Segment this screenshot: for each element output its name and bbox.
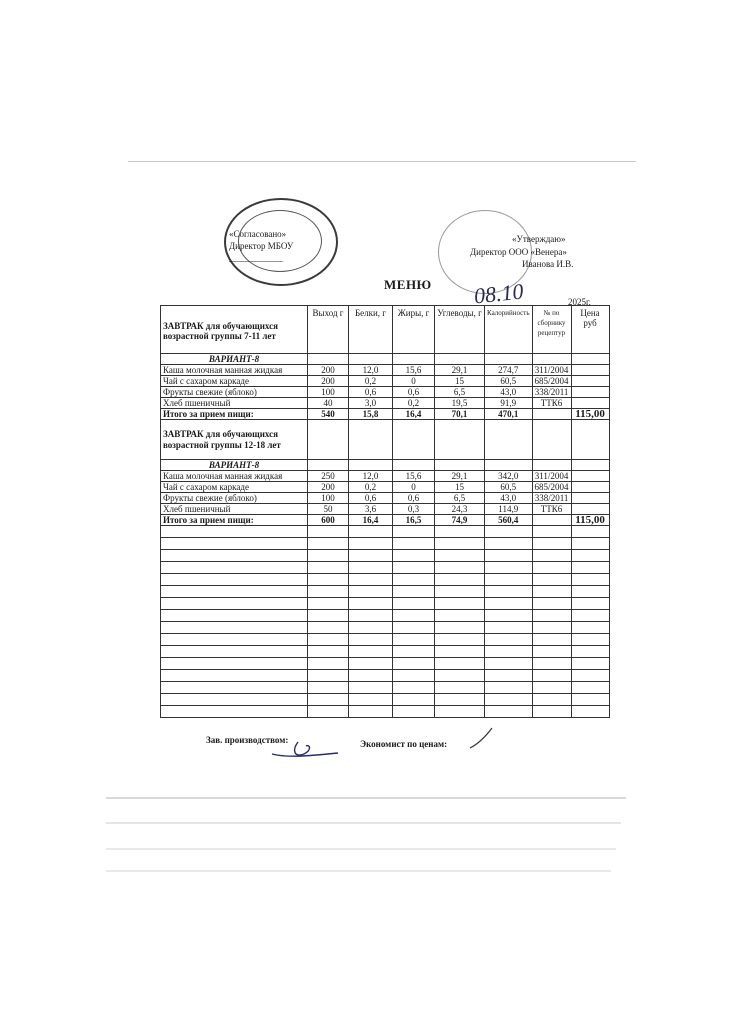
economist-signature	[466, 726, 496, 752]
dish-kcal: 60,5	[485, 376, 533, 387]
dish-name: Чай с сахаром каркаде	[161, 482, 308, 493]
scan-noise	[106, 848, 616, 850]
dish-protein: 0,6	[349, 387, 393, 398]
header-fat: Жиры, г	[393, 306, 435, 354]
header-row	[161, 306, 610, 354]
dish-carbs: 19,5	[435, 398, 485, 409]
dish-carbs: 6,5	[435, 493, 485, 504]
header-calories: Калорийность	[485, 306, 533, 354]
production-manager-label: Зав. производством:	[206, 735, 289, 745]
group2-heading: ЗАВТРАК для обучающихся возрастной группы 12-18 лет	[161, 420, 308, 460]
variant-row-2	[161, 460, 610, 471]
dish-fat: 15,6	[393, 471, 435, 482]
total-output: 540	[308, 409, 349, 420]
dish-kcal: 60,5	[485, 482, 533, 493]
dish-output: 40	[308, 398, 349, 409]
dish-name: Фрукты свежие (яблоко)	[161, 387, 308, 398]
table-row	[161, 376, 610, 387]
scan-edge-line	[128, 161, 636, 162]
dish-output: 100	[308, 493, 349, 504]
total-carbs: 70,1	[435, 409, 485, 420]
dish-carbs: 15	[435, 482, 485, 493]
table-row	[161, 398, 610, 409]
handwritten-date: 08.10	[472, 278, 525, 309]
dish-name: Фрукты свежие (яблоко)	[161, 493, 308, 504]
production-signature	[268, 736, 348, 762]
blank-rows	[161, 526, 610, 718]
total-protein: 16,4	[349, 515, 393, 526]
total-fat: 16,4	[393, 409, 435, 420]
total-price: 115,00	[571, 515, 609, 526]
dish-name: Хлеб пшеничный	[161, 504, 308, 515]
header-output: Выход г	[308, 306, 349, 354]
total-fat: 16,5	[393, 515, 435, 526]
dish-kcal: 114,9	[485, 504, 533, 515]
dish-recipe: 338/2011	[532, 387, 571, 398]
group2-heading-row	[161, 420, 610, 460]
total-carbs: 74,9	[435, 515, 485, 526]
menu-table	[160, 305, 610, 718]
year-label: 2025г.	[568, 297, 591, 307]
dish-protein: 0,6	[349, 493, 393, 504]
agreed-line1: «Согласовано»	[229, 229, 287, 239]
dish-name: Хлеб пшеничный	[161, 398, 308, 409]
approved-line3: Иванова И.В.	[522, 259, 574, 269]
agreed-line3: ____________	[229, 253, 283, 263]
header-price: Цена руб	[571, 306, 609, 354]
total-label: Итого за прием пищи:	[161, 515, 308, 526]
dish-recipe: 311/2004	[532, 365, 571, 376]
dish-protein: 0,2	[349, 376, 393, 387]
table-row	[161, 387, 610, 398]
dish-fat: 0	[393, 482, 435, 493]
variant-row-1	[161, 354, 610, 365]
dish-carbs: 29,1	[435, 471, 485, 482]
total-row	[161, 515, 610, 526]
dish-fat: 0,3	[393, 504, 435, 515]
table-row	[161, 504, 610, 515]
header-protein: Белки, г	[349, 306, 393, 354]
scan-noise	[106, 870, 611, 872]
dish-output: 50	[308, 504, 349, 515]
total-row	[161, 409, 610, 420]
dish-carbs: 24,3	[435, 504, 485, 515]
header-recipe: № по сборнику рецептур	[532, 306, 571, 354]
variant-label: ВАРИАНТ-8	[161, 354, 308, 365]
total-output: 600	[308, 515, 349, 526]
agreed-line2: Директор МБОУ	[229, 241, 294, 251]
dish-kcal: 342,0	[485, 471, 533, 482]
total-kcal: 470,1	[485, 409, 533, 420]
dish-name: Каша молочная манная жидкая	[161, 471, 308, 482]
table-row	[161, 365, 610, 376]
dish-name: Каша молочная манная жидкая	[161, 365, 308, 376]
economist-label: Экономист по ценам:	[360, 739, 448, 749]
approved-line1: «Утверждаю»	[512, 234, 566, 244]
dish-fat: 0,2	[393, 398, 435, 409]
table-row	[161, 482, 610, 493]
dish-output: 200	[308, 376, 349, 387]
table-row	[161, 471, 610, 482]
dish-recipe: ТТК6	[532, 398, 571, 409]
scan-noise	[106, 822, 621, 824]
dish-kcal: 91,9	[485, 398, 533, 409]
dish-carbs: 29,1	[435, 365, 485, 376]
dish-output: 250	[308, 471, 349, 482]
scan-noise	[106, 797, 626, 799]
dish-recipe: 311/2004	[532, 471, 571, 482]
dish-fat: 0	[393, 376, 435, 387]
header-name: ЗАВТРАК для обучающихся возрастной группы 7-11 лет	[161, 306, 308, 354]
dish-output: 200	[308, 365, 349, 376]
dish-protein: 3,6	[349, 504, 393, 515]
total-label: Итого за прием пищи:	[161, 409, 308, 420]
dish-kcal: 43,0	[485, 493, 533, 504]
header-carbs: Углеводы, г	[435, 306, 485, 354]
page-title: МЕНЮ	[384, 277, 432, 292]
dish-name: Чай с сахаром каркаде	[161, 376, 308, 387]
dish-carbs: 6,5	[435, 387, 485, 398]
dish-output: 200	[308, 482, 349, 493]
dish-kcal: 274,7	[485, 365, 533, 376]
dish-carbs: 15	[435, 376, 485, 387]
total-kcal: 560,4	[485, 515, 533, 526]
dish-recipe: ТТК6	[532, 504, 571, 515]
approved-line2: Директор ООО «Венера»	[470, 247, 567, 257]
dish-protein: 12,0	[349, 365, 393, 376]
dish-protein: 3,0	[349, 398, 393, 409]
table-row	[161, 493, 610, 504]
dish-fat: 15,6	[393, 365, 435, 376]
dish-protein: 0,2	[349, 482, 393, 493]
dish-kcal: 43,0	[485, 387, 533, 398]
variant-label: ВАРИАНТ-8	[161, 460, 308, 471]
dish-recipe: 338/2011	[532, 493, 571, 504]
dish-fat: 0,6	[393, 493, 435, 504]
dish-recipe: 685/2004	[532, 482, 571, 493]
dish-protein: 12,0	[349, 471, 393, 482]
dish-output: 100	[308, 387, 349, 398]
dish-recipe: 685/2004	[532, 376, 571, 387]
dish-fat: 0,6	[393, 387, 435, 398]
total-price: 115,00	[571, 409, 609, 420]
total-protein: 15,8	[349, 409, 393, 420]
